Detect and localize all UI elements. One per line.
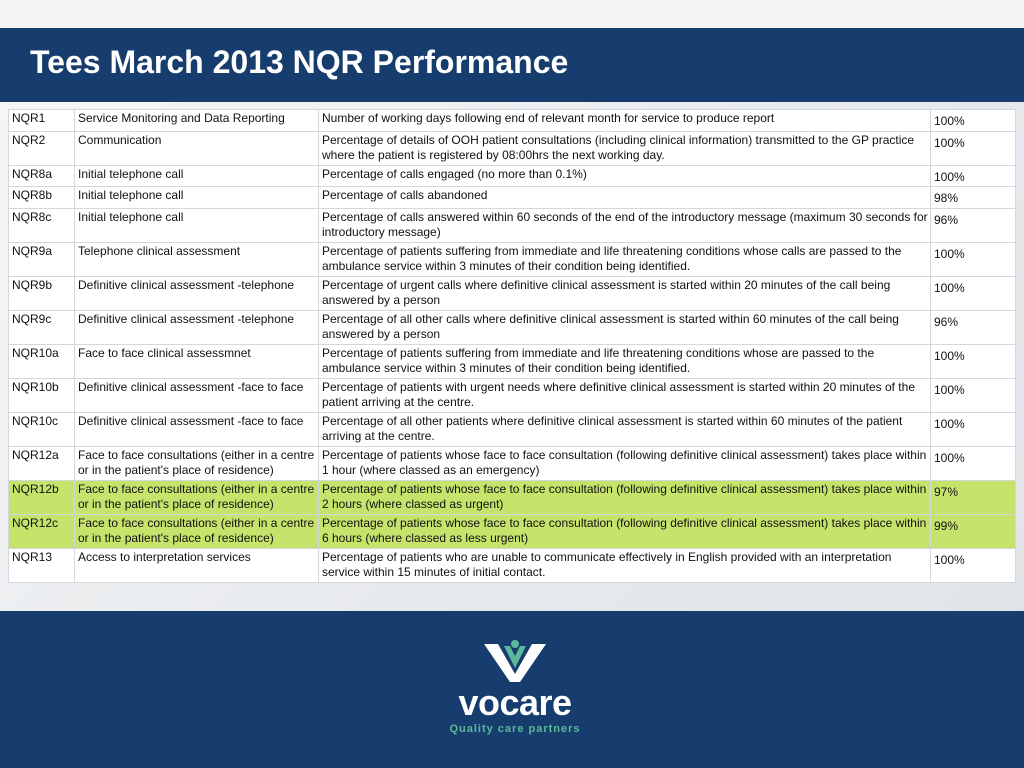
- value-cell: 100%: [931, 131, 1016, 165]
- title-bar: [0, 28, 1024, 102]
- table-row: [9, 548, 1016, 582]
- nqr-id-cell: NQR12b: [9, 480, 75, 514]
- area-cell: Communication: [75, 131, 319, 165]
- description-cell: Number of working days following end of relevant month for service to produce report: [319, 110, 931, 132]
- table-row: [9, 344, 1016, 378]
- table-row: [9, 480, 1016, 514]
- vocare-v-icon: [484, 640, 546, 682]
- nqr-id-cell: NQR9b: [9, 276, 75, 310]
- nqr-id-cell: NQR10b: [9, 378, 75, 412]
- area-cell: Initial telephone call: [75, 208, 319, 242]
- value-cell: 96%: [931, 310, 1016, 344]
- nqr-id-cell: NQR8c: [9, 208, 75, 242]
- table-row: [9, 446, 1016, 480]
- area-cell: Definitive clinical assessment -telephone: [75, 276, 319, 310]
- area-cell: Initial telephone call: [75, 165, 319, 187]
- area-cell: Definitive clinical assessment -face to face: [75, 378, 319, 412]
- description-cell: Percentage of calls abandoned: [319, 187, 931, 209]
- area-cell: Face to face consultations (either in a centre or in the patient's place of residence): [75, 446, 319, 480]
- nqr-id-cell: NQR9a: [9, 242, 75, 276]
- description-cell: Percentage of patients whose face to face consultation (following definitive clinical assessment) takes place within 2 hours (where classed as urgent): [319, 480, 931, 514]
- description-cell: Percentage of patients whose face to face consultation (following definitive clinical assessment) takes place within 6 hours (where classed as less urgent): [319, 514, 931, 548]
- value-cell: 100%: [931, 378, 1016, 412]
- nqr-id-cell: NQR2: [9, 131, 75, 165]
- value-cell: 97%: [931, 480, 1016, 514]
- value-cell: 100%: [931, 110, 1016, 132]
- vocare-logo: [430, 640, 600, 740]
- table-row: [9, 412, 1016, 446]
- area-cell: Initial telephone call: [75, 187, 319, 209]
- value-cell: 100%: [931, 446, 1016, 480]
- nqr-id-cell: NQR10c: [9, 412, 75, 446]
- value-cell: 100%: [931, 548, 1016, 582]
- description-cell: Percentage of patients who are unable to communicate effectively in English provided with an interpretation service within 15 minutes of initial contact.: [319, 548, 931, 582]
- nqr-id-cell: NQR9c: [9, 310, 75, 344]
- nqr-table-body: [9, 110, 1016, 583]
- table-row: [9, 310, 1016, 344]
- nqr-id-cell: NQR10a: [9, 344, 75, 378]
- nqr-id-cell: NQR1: [9, 110, 75, 132]
- description-cell: Percentage of urgent calls where definitive clinical assessment is started within 20 minutes of the call being answered by a person: [319, 276, 931, 310]
- nqr-id-cell: NQR8a: [9, 165, 75, 187]
- table-row: [9, 208, 1016, 242]
- description-cell: Percentage of all other calls where definitive clinical assessment is started within 60 minutes of the call being answered by a person: [319, 310, 931, 344]
- nqr-id-cell: NQR13: [9, 548, 75, 582]
- value-cell: 98%: [931, 187, 1016, 209]
- value-cell: 100%: [931, 242, 1016, 276]
- table-row: [9, 187, 1016, 209]
- description-cell: Percentage of patients suffering from immediate and life threatening conditions whose calls are passed to the ambulance service within 3 minutes of their condition being identified.: [319, 242, 931, 276]
- description-cell: Percentage of patients with urgent needs where definitive clinical assessment is started within 20 minutes of the patient arriving at the centre.: [319, 378, 931, 412]
- area-cell: Face to face consultations (either in a centre or in the patient's place of residence): [75, 514, 319, 548]
- nqr-id-cell: NQR12a: [9, 446, 75, 480]
- description-cell: Percentage of patients whose face to face consultation (following definitive clinical assessment) takes place within 1 hour (where classed as an emergency): [319, 446, 931, 480]
- table-row: [9, 276, 1016, 310]
- description-cell: Percentage of all other patients where definitive clinical assessment is started within 60 minutes of the patient arriving at the centre.: [319, 412, 931, 446]
- logo-tagline: Quality care partners: [449, 723, 581, 735]
- value-cell: 100%: [931, 165, 1016, 187]
- area-cell: Face to face clinical assessmnet: [75, 344, 319, 378]
- nqr-table-container: [8, 109, 1015, 583]
- description-cell: Percentage of calls engaged (no more than 0.1%): [319, 165, 931, 187]
- table-row: [9, 131, 1016, 165]
- description-cell: Percentage of details of OOH patient consultations (including clinical information) transmitted to the GP practice where the patient is registered by 08:00hrs the next working day.: [319, 131, 931, 165]
- value-cell: 100%: [931, 344, 1016, 378]
- area-cell: Definitive clinical assessment -telephone: [75, 310, 319, 344]
- table-row: [9, 242, 1016, 276]
- area-cell: Telephone clinical assessment: [75, 242, 319, 276]
- area-cell: Service Monitoring and Data Reporting: [75, 110, 319, 132]
- description-cell: Percentage of calls answered within 60 seconds of the end of the introductory message (maximum 30 seconds for introductory message): [319, 208, 931, 242]
- value-cell: 99%: [931, 514, 1016, 548]
- nqr-id-cell: NQR8b: [9, 187, 75, 209]
- area-cell: Definitive clinical assessment -face to face: [75, 412, 319, 446]
- area-cell: Access to interpretation services: [75, 548, 319, 582]
- area-cell: Face to face consultations (either in a centre or in the patient's place of residence): [75, 480, 319, 514]
- logo-wordmark: vocare: [458, 682, 572, 723]
- table-row: [9, 378, 1016, 412]
- slide-title: Tees March 2013 NQR Performance: [30, 44, 569, 80]
- value-cell: 100%: [931, 412, 1016, 446]
- nqr-id-cell: NQR12c: [9, 514, 75, 548]
- value-cell: 100%: [931, 276, 1016, 310]
- table-row: [9, 165, 1016, 187]
- table-row: [9, 514, 1016, 548]
- table-row: [9, 110, 1016, 132]
- nqr-performance-table: [8, 109, 1016, 583]
- top-strip: [0, 0, 1024, 28]
- description-cell: Percentage of patients suffering from immediate and life threatening conditions whose are passed to the ambulance service within 3 minutes of their condition being identified.: [319, 344, 931, 378]
- value-cell: 96%: [931, 208, 1016, 242]
